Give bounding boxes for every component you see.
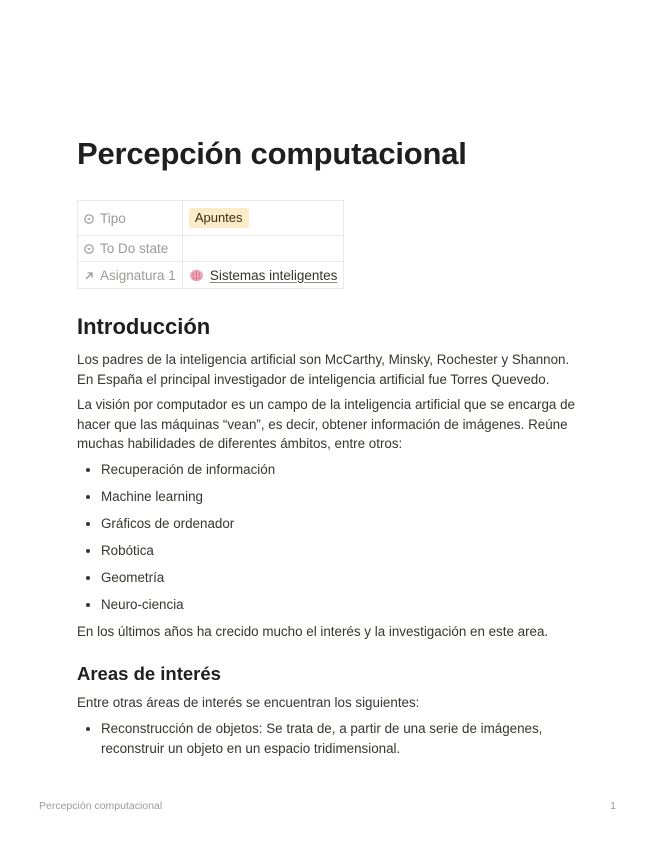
property-label: To Do state — [100, 241, 169, 256]
list-item: • Reconstrucción de objetos: Se trata de, a partir de una serie de imágenes, reconstruir un objeto en un espacio tridimensional. — [101, 719, 577, 758]
list-item: • Neuro-ciencia — [101, 595, 577, 615]
list-item: • Recuperación de información — [101, 460, 577, 480]
bullet-list — [77, 719, 577, 758]
footer-title: Percepción computacional — [39, 800, 163, 812]
subsection-heading: Areas de interés — [77, 663, 221, 685]
type-tag[interactable]: Apuntes — [189, 208, 249, 228]
paragraph: Entre otras áreas de interés se encuentran los siguientes: — [77, 695, 420, 711]
relation-arrow-icon — [84, 271, 94, 281]
page-title: Percepción computacional — [77, 136, 467, 171]
property-value[interactable] — [182, 201, 344, 236]
property-value[interactable] — [182, 236, 344, 262]
paragraph: La visión por computador es un campo de la inteligencia artificial que se encarga de hacer que las máquinas “vean”, es decir, obtener información de imágenes. Reúne muchas habilidades de diferentes ámbitos, entre otros: — [77, 397, 575, 452]
property-value[interactable] — [182, 262, 344, 289]
paragraph: Los padres de la inteligencia artificial son McCarthy, Minsky, Rochester y Shannon. En España el principal investigador de inteligencia artificial fue Torres Quevedo. — [77, 352, 570, 387]
property-key — [78, 236, 183, 262]
page-number: 1 — [610, 800, 616, 812]
subject-link[interactable]: Sistemas inteligentes — [209, 267, 338, 283]
property-row-tipo — [78, 201, 344, 236]
document-body — [77, 312, 577, 766]
list-item: • Geometría — [101, 568, 577, 588]
brain-icon — [189, 269, 204, 282]
select-icon — [84, 244, 94, 254]
paragraph: En los últimos años ha crecido mucho el interés y la investigación en este area. — [77, 623, 549, 639]
select-icon — [84, 214, 94, 224]
list-item: • Gráficos de ordenador — [101, 514, 577, 534]
property-key — [78, 262, 183, 289]
property-row-asignatura — [78, 262, 344, 289]
property-row-todo-state — [78, 236, 344, 262]
bullet-list — [77, 460, 577, 615]
property-label: Tipo — [100, 210, 126, 226]
list-item: • Machine learning — [101, 487, 577, 507]
list-item: • Robótica — [101, 541, 577, 561]
section-heading: Introducción — [77, 314, 211, 339]
property-key — [78, 201, 183, 236]
properties-table — [77, 200, 344, 289]
property-label: Asignatura 1 — [100, 267, 176, 283]
